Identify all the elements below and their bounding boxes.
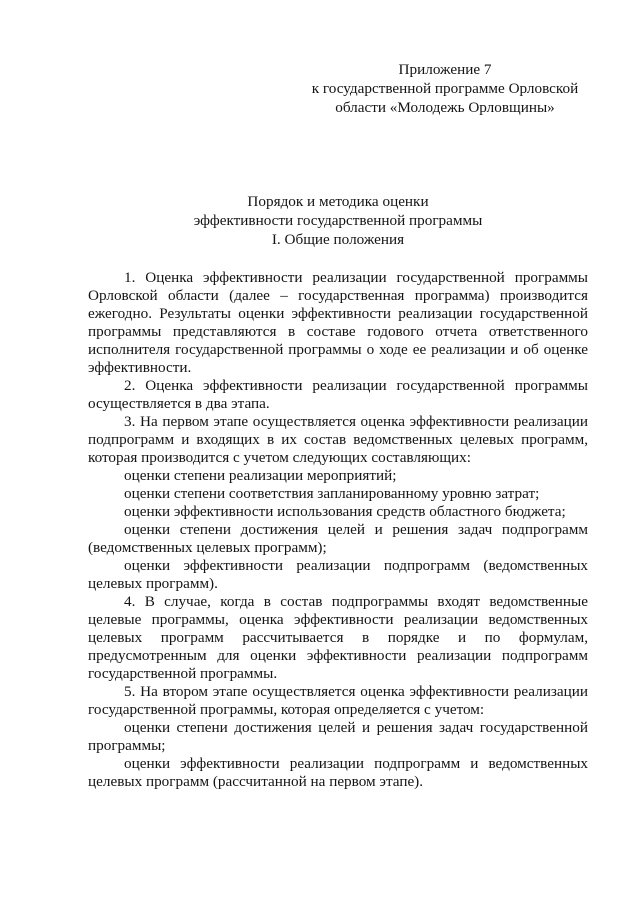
list-item: оценки эффективности реализации подпрограмм и ведомственных целевых программ (рассчитанной на первом этапе).: [88, 755, 588, 790]
section-heading: I. Общие положения: [271, 231, 405, 248]
document-body: [88, 269, 588, 791]
list-item: оценки степени достижения целей и решения задач государственной программы;: [88, 719, 588, 754]
paragraph-1: 1. Оценка эффективности реализации государственной программы Орловской области (далее – государственная программа) производится ежегодно. Результаты оценки эффективности реализации государственной программы представляются в составе годового отчета ответственного исполнителя государственной программы о ходе ее реализации и об оценке эффективности.: [88, 269, 588, 376]
appendix-header: [300, 60, 590, 117]
appendix-number: Приложение 7: [398, 61, 492, 78]
paragraph-4: 4. В случае, когда в состав подпрограммы входят ведомственные целевые программы, оценка эффективности реализации ведомственных целевых программ рассчитывается в порядке и по формулам, предусмотренным для оценки эффективности реализации подпрограмм государственной программы.: [88, 593, 588, 682]
appendix-program-name: области «Молодежь Орловщины»: [335, 99, 555, 116]
list-item: оценки степени соответствия запланированному уровню затрат;: [124, 485, 540, 502]
paragraph-2: 2. Оценка эффективности реализации государственной программы осуществляется в два этапа.: [88, 377, 588, 412]
list-item: оценки степени достижения целей и решения задач подпрограмм (ведомственных целевых программ);: [88, 521, 588, 556]
list-item: оценки эффективности реализации подпрограмм (ведомственных целевых программ).: [88, 557, 588, 592]
title-line-2: эффективности государственной программы: [193, 212, 483, 229]
paragraph-3: 3. На первом этапе осуществляется оценка эффективности реализации подпрограмм и входящих в их состав ведомственных целевых программ, которая производится с учетом следующих составляющих:: [88, 413, 588, 466]
title-line-1: Порядок и методика оценки: [247, 193, 429, 210]
list-item: оценки степени реализации мероприятий;: [124, 467, 397, 484]
paragraph-5: 5. На втором этапе осуществляется оценка эффективности реализации государственной программы, которая определяется с учетом:: [88, 683, 588, 718]
appendix-program-line: к государственной программе Орловской: [311, 80, 579, 97]
list-item: оценки эффективности использования средств областного бюджета;: [124, 503, 566, 520]
document-title: [88, 192, 588, 249]
